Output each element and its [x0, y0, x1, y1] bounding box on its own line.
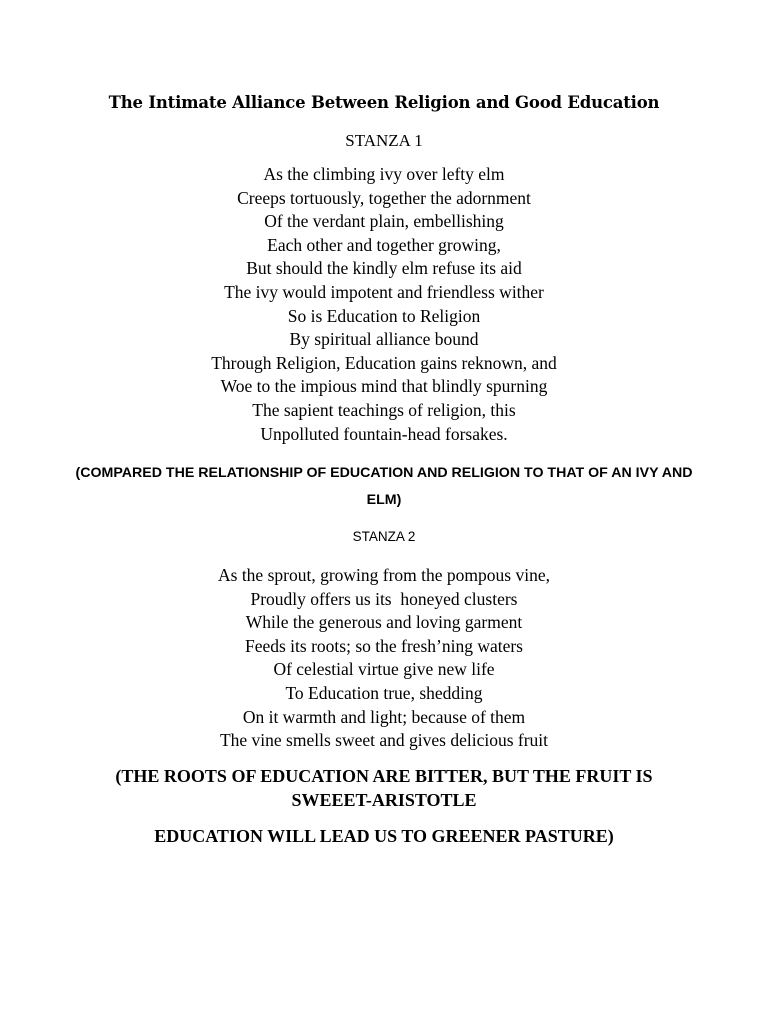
stanza-1-heading: STANZA 1 [345, 131, 423, 150]
poem-line: As the sprout, growing from the pompous vine, [218, 565, 550, 585]
poem-line: To Education true, shedding [285, 682, 483, 703]
document-title: The Intimate Alliance Between Religion and Good Education [108, 93, 660, 112]
poem-line: The sapient teachings of religion, this [252, 399, 516, 420]
closing-statement: EDUCATION WILL LEAD US TO GREENER PASTURE) [154, 826, 614, 846]
poem-line: Proudly offers us its honeyed clusters [250, 588, 518, 609]
stanza-2-heading: STANZA 2 [352, 529, 416, 544]
poem-line: Woe to the impious mind that blindly spurning [220, 376, 548, 397]
poem-line: The vine smells sweet and gives delicious fruit [219, 730, 549, 751]
poem-line: Each other and together growing, [267, 234, 501, 255]
poem-line: Of the verdant plain, embellishing [264, 211, 504, 232]
poem-line: Through Religion, Education gains reknown, and [211, 352, 557, 373]
aristotle-quote: (THE ROOTS OF EDUCATION ARE BITTER, BUT THE FRUIT IS SWEEET-ARISTOTLE [115, 766, 653, 810]
poem-line: Feeds its roots; so the fresh’ning waters [244, 635, 523, 656]
stanza-1-body [0, 163, 768, 446]
poem-line: By spiritual alliance bound [289, 329, 479, 350]
poem-line: The ivy would impotent and friendless wither [224, 281, 544, 302]
poem-line: While the generous and loving garment [245, 612, 523, 633]
stanza-2-body [0, 564, 768, 753]
poem-line: As the climbing ivy over lefty elm [263, 164, 505, 184]
poem-line: Of celestial virtue give new life [273, 659, 495, 680]
poem-line: Creeps tortuously, together the adornment [237, 187, 531, 208]
poem-line: Unpolluted fountain-head forsakes. [260, 423, 508, 444]
poem-line: But should the kindly elm refuse its aid [246, 258, 522, 279]
stanza-1-note: (COMPARED THE RELATIONSHIP OF EDUCATION AND RELIGION TO THAT OF AN IVY AND ELM) [75, 465, 693, 508]
poem-line: So is Education to Religion [287, 305, 481, 326]
poem-line: On it warmth and light; because of them [242, 706, 526, 727]
